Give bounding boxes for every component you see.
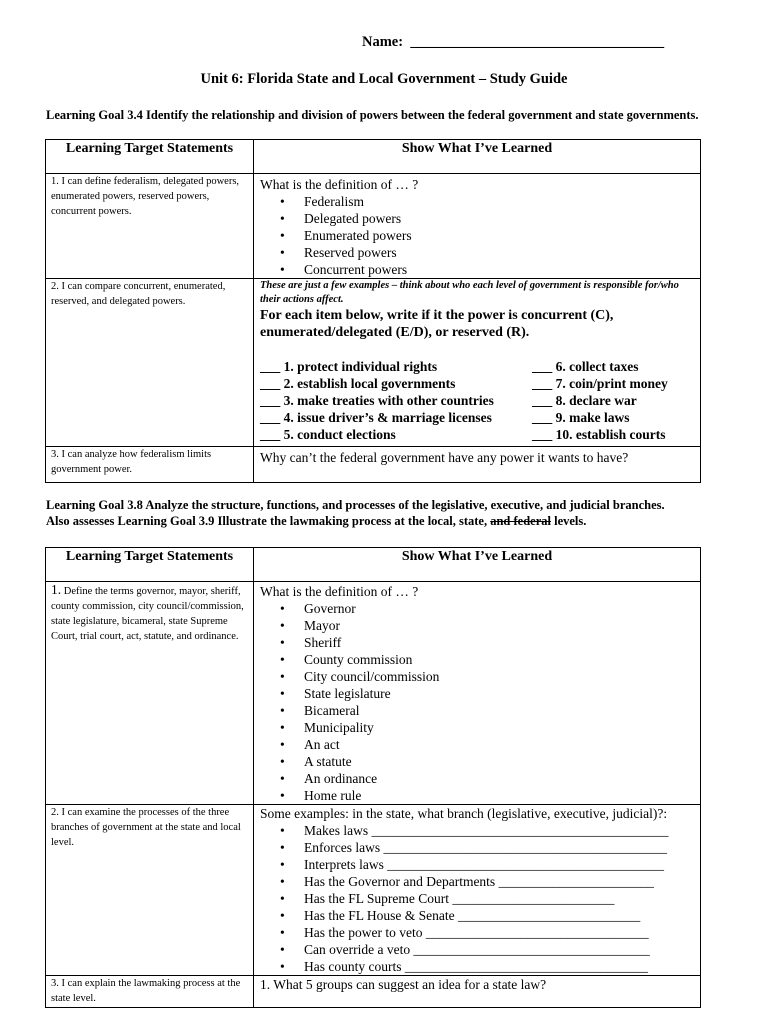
- list-item: • Has the FL House & Senate ___________________________: [304, 907, 700, 924]
- table1-row-1: [46, 174, 701, 279]
- list-item: • An act: [304, 736, 700, 753]
- list-item: • Bicameral: [304, 702, 700, 719]
- goal-3-8-line: Learning Goal 3.8 Analyze the structure, functions, and processes of the legislative, executive, and judicial branches.: [46, 498, 665, 512]
- table1-row-3: [46, 447, 701, 483]
- question-prompt: Why can’t the federal government have any power it wants to have?: [260, 450, 629, 465]
- learned-cell: [254, 976, 701, 1008]
- list-item: • Sheriff: [304, 634, 700, 651]
- power-item: ___ 3. make treaties with other countries: [260, 393, 494, 408]
- power-item: ___ 8. declare war: [532, 393, 637, 408]
- table2-header-targets: Learning Target Statements: [46, 548, 254, 582]
- learned-cell: [254, 447, 701, 483]
- power-item: ___ 10. establish courts: [532, 427, 666, 442]
- list-item: • Delegated powers: [304, 210, 700, 227]
- list-item: • Has county courts ____________________________________: [304, 958, 700, 975]
- power-instruction: For each item below, write if it the power is concurrent (C), enumerated/delegated (E/D), or reserved (R).: [260, 308, 614, 340]
- list-item: • Has the Governor and Departments _______________________: [304, 873, 700, 890]
- list-item: • Can override a veto ___________________________________: [304, 941, 700, 958]
- list-item: • County commission: [304, 651, 700, 668]
- learned-cell: [254, 174, 701, 279]
- list-item: • Interprets laws _________________________________________: [304, 856, 700, 873]
- study-table-1: [45, 139, 701, 483]
- table1-header-learned: Show What I’ve Learned: [254, 140, 701, 174]
- strikethrough-text: and federal: [490, 514, 551, 528]
- list-item: • City council/commission: [304, 668, 700, 685]
- target-statement: 1. Define the terms governor, mayor, sheriff, county commission, city council/commission, state legislature, bicameral, state Supreme Court, trial court, act, statute, and ordinance.: [46, 582, 254, 805]
- list-item: • Has the power to veto _________________________________: [304, 924, 700, 941]
- target-statement: 1. I can define federalism, delegated powers, enumerated powers, reserved powers, concurrent powers.: [46, 174, 254, 279]
- target-statement: 2. I can compare concurrent, enumerated, reserved, and delegated powers.: [46, 279, 254, 447]
- table2-header-row: [46, 548, 701, 582]
- list-item: • State legislature: [304, 685, 700, 702]
- power-item-grid: [260, 358, 700, 443]
- list-item: • Mayor: [304, 617, 700, 634]
- list-item: • Home rule: [304, 787, 700, 804]
- list-item: • Enforces laws __________________________________________: [304, 839, 700, 856]
- target-statement: 2. I can examine the processes of the three branches of government at the state and local level.: [46, 805, 254, 976]
- learned-cell: [254, 279, 701, 447]
- list-item: • Concurrent powers: [304, 261, 700, 278]
- name-field: [362, 34, 664, 51]
- branch-prompt: Some examples: in the state, what branch (legislative, executive, judicial)?:: [260, 806, 668, 821]
- table1-row-2: [46, 279, 701, 447]
- table2-header-learned: Show What I’ve Learned: [254, 548, 701, 582]
- learned-cell: [254, 805, 701, 976]
- question-prompt: 1. What 5 groups can suggest an idea for a state law?: [260, 977, 547, 992]
- table2-row-1: [46, 582, 701, 805]
- power-item: ___ 9. make laws: [532, 410, 630, 425]
- power-item: ___ 7. coin/print money: [532, 376, 668, 391]
- name-blank: ___________________________________: [410, 34, 665, 50]
- branch-list: [260, 822, 700, 975]
- power-item: ___ 2. establish local governments: [260, 376, 456, 391]
- power-item: ___ 4. issue driver’s & marriage licenses: [260, 410, 492, 425]
- learned-cell: [254, 582, 701, 805]
- list-item: • A statute: [304, 753, 700, 770]
- term-list: [260, 193, 700, 278]
- list-item: • An ordinance: [304, 770, 700, 787]
- power-item: ___ 5. conduct elections: [260, 427, 396, 442]
- page-title: Unit 6: Florida State and Local Government – Study Guide: [200, 71, 568, 87]
- learning-goal-3-4: Learning Goal 3.4 Identify the relationship and division of powers between the federal government and state governments.: [46, 108, 699, 122]
- table2-row-3: [46, 976, 701, 1008]
- study-table-2: [45, 547, 701, 1008]
- goal-3-9-line: Also assesses Learning Goal 3.9 Illustrate the lawmaking process at the local, state, and federal levels.: [46, 514, 587, 528]
- term-list: [260, 600, 700, 804]
- list-item: • Federalism: [304, 193, 700, 210]
- list-item: • Municipality: [304, 719, 700, 736]
- name-label: Name:: [362, 34, 404, 50]
- learning-goal-3-8: [46, 497, 706, 529]
- list-item: • Enumerated powers: [304, 227, 700, 244]
- definition-prompt: What is the definition of … ?: [260, 584, 419, 599]
- table1-header-targets: Learning Target Statements: [46, 140, 254, 174]
- list-item: • Has the FL Supreme Court ________________________: [304, 890, 700, 907]
- list-item: • Makes laws ____________________________________________: [304, 822, 700, 839]
- target-statement: 3. I can analyze how federalism limits government power.: [46, 447, 254, 483]
- list-item: • Governor: [304, 600, 700, 617]
- target-statement: 3. I can explain the lawmaking process at the state level.: [46, 976, 254, 1008]
- examples-note: These are just a few examples – think about who each level of government is responsible for/who their actions affect.: [260, 280, 679, 305]
- table1-header-row: [46, 140, 701, 174]
- power-item: ___ 6. collect taxes: [532, 359, 639, 374]
- table2-row-2: [46, 805, 701, 976]
- list-item: • Reserved powers: [304, 244, 700, 261]
- power-item: ___ 1. protect individual rights: [260, 359, 438, 374]
- definition-prompt: What is the definition of … ?: [260, 177, 419, 192]
